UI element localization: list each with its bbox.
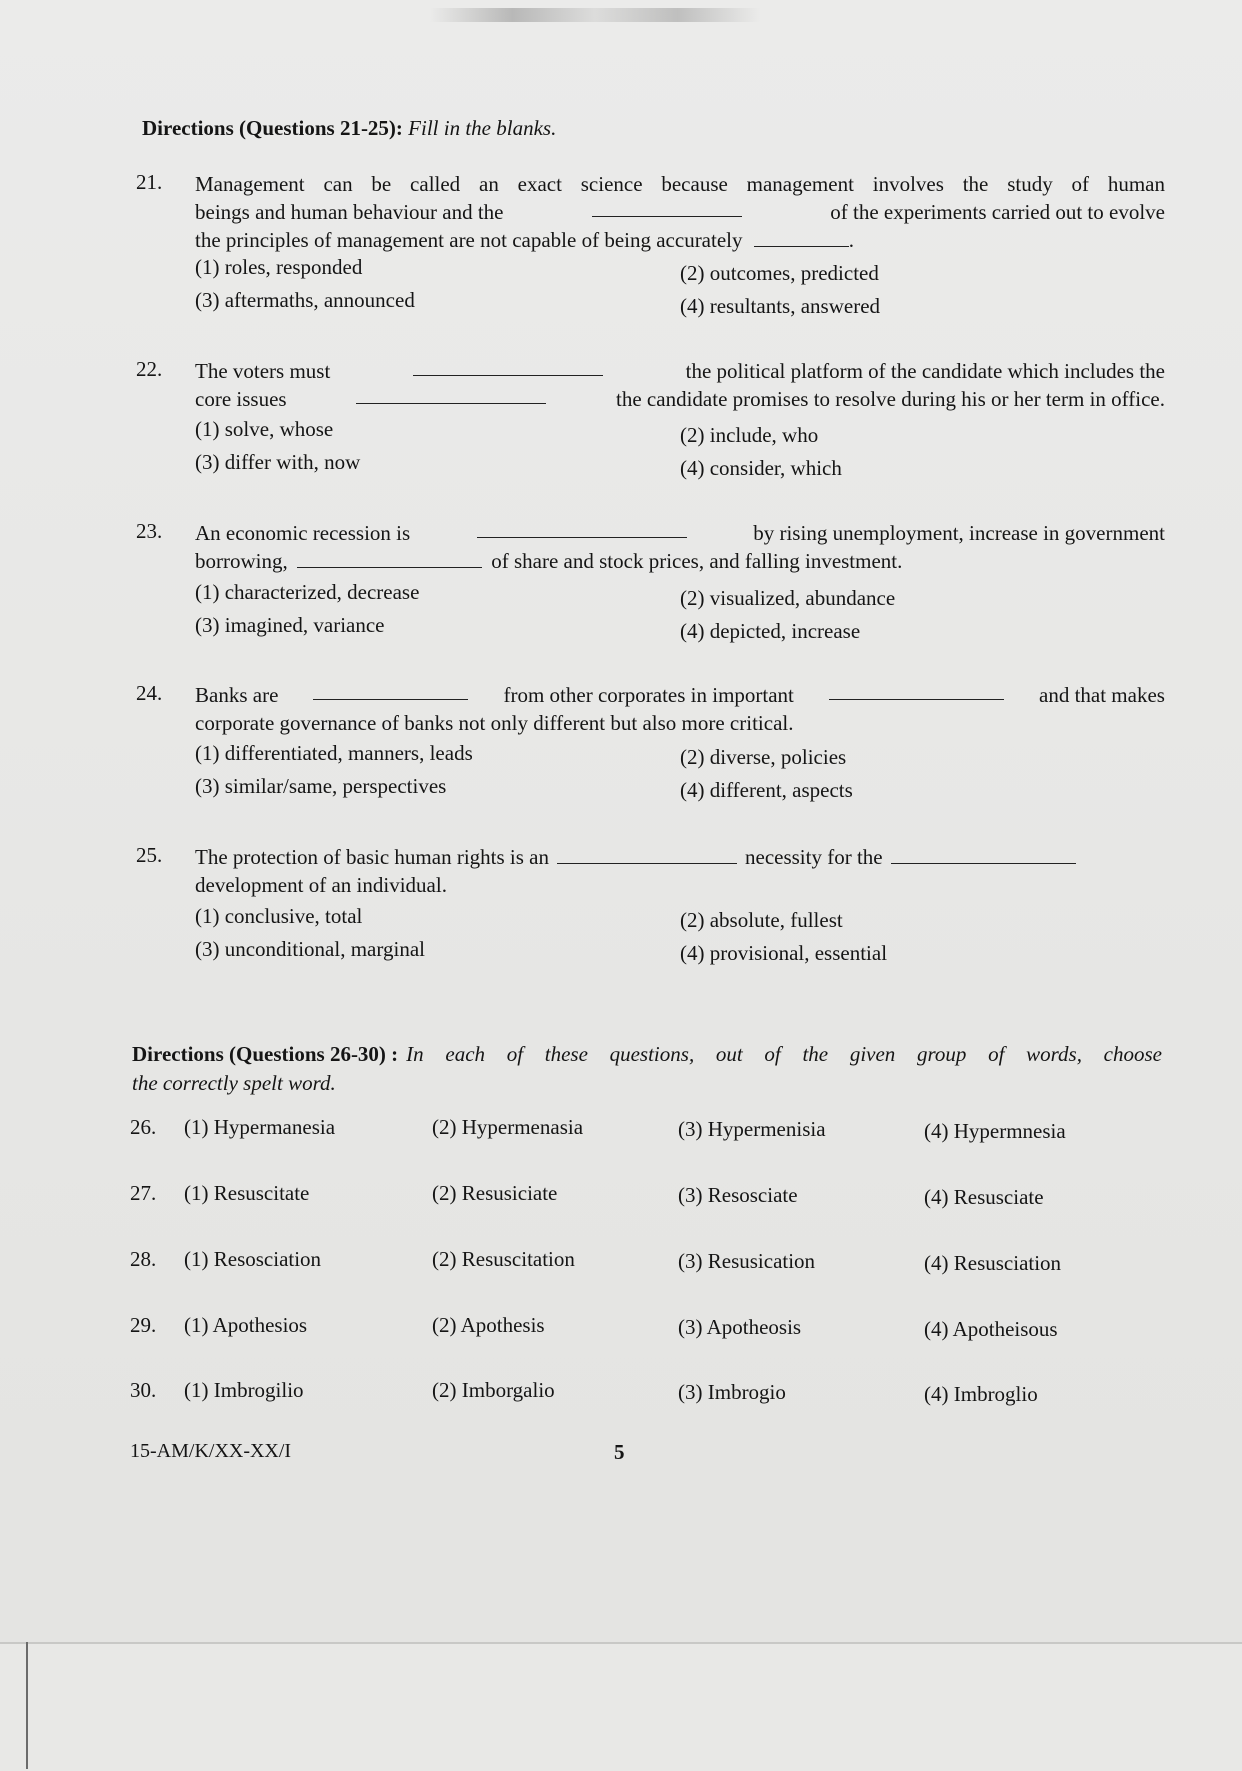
option: (3) Resosciate bbox=[678, 1183, 798, 1207]
question-number: 29. bbox=[130, 1313, 157, 1337]
option: (1) solve, whose bbox=[195, 417, 334, 441]
question-stem: Management can be called an exact science because management involves the study of human beings and human behaviour and the of the experiments carried out to evolve the principles of management are not capable of being accurately . bbox=[195, 172, 1165, 252]
directions-21-25 bbox=[142, 114, 556, 143]
question-23 bbox=[130, 519, 1165, 579]
answer-blank bbox=[356, 385, 546, 404]
stem-text: and that makes bbox=[1039, 683, 1165, 707]
option: (1) Apothesios bbox=[184, 1313, 308, 1337]
directions-instruction: Fill in the blanks. bbox=[408, 116, 557, 140]
option: (1) conclusive, total bbox=[195, 904, 363, 928]
option: (1) Imbrogilio bbox=[184, 1378, 304, 1402]
stem-text: The protection of basic human rights is an bbox=[195, 845, 549, 869]
option: (4) consider, which bbox=[680, 456, 842, 480]
option: (1) Hypermanesia bbox=[184, 1115, 336, 1139]
answer-blank bbox=[297, 549, 482, 568]
stem-text: the political platform of the candidate which includes the bbox=[685, 359, 1165, 383]
page-number: 5 bbox=[614, 1440, 625, 1464]
question-number: 25. bbox=[136, 843, 163, 867]
option: (2) Resusiciate bbox=[432, 1181, 558, 1205]
option: (3) similar/same, perspectives bbox=[195, 774, 447, 798]
option: (1) Resuscitate bbox=[184, 1181, 310, 1205]
question-number: 22. bbox=[136, 357, 163, 381]
scan-bottom-area bbox=[0, 1642, 1242, 1771]
question-number: 30. bbox=[130, 1378, 157, 1402]
scan-artifact-top bbox=[430, 8, 760, 22]
stem-text: An economic recession is bbox=[195, 521, 411, 545]
option: (1) Resosciation bbox=[184, 1247, 322, 1271]
question-stem bbox=[195, 843, 1165, 899]
option: (2) diverse, policies bbox=[680, 745, 847, 769]
option: (1) differentiated, manners, leads bbox=[195, 741, 473, 765]
stem-text: Banks are bbox=[195, 683, 279, 707]
option: (2) Resuscitation bbox=[432, 1247, 575, 1271]
paper-code: 15-AM/K/XX-XX/I bbox=[130, 1440, 292, 1462]
option: (3) imagined, variance bbox=[195, 613, 385, 637]
option: (2) include, who bbox=[680, 423, 819, 447]
stem-text: from other corporates in important bbox=[503, 683, 794, 707]
question-number: 27. bbox=[130, 1181, 157, 1205]
option: (4) Resusciation bbox=[924, 1251, 1062, 1275]
answer-blank bbox=[891, 845, 1076, 864]
stem-text: the principles of management are not capable of being accurately bbox=[195, 228, 743, 252]
option: (2) outcomes, predicted bbox=[680, 261, 879, 285]
option: (2) visualized, abundance bbox=[680, 586, 896, 610]
answer-blank bbox=[829, 681, 1004, 700]
stem-line: corporate governance of banks not only different but also more critical. bbox=[195, 711, 794, 735]
option: (3) Imbrogio bbox=[678, 1380, 786, 1404]
scan-edge-line bbox=[26, 1642, 28, 1769]
stem-line: development of an individual. bbox=[195, 873, 447, 897]
answer-blank bbox=[477, 519, 687, 538]
option: (3) aftermaths, announced bbox=[195, 288, 415, 312]
answer-blank bbox=[592, 198, 742, 217]
question-22 bbox=[130, 357, 1165, 417]
question-24 bbox=[130, 681, 1165, 741]
directions-26-30 bbox=[132, 1040, 1162, 1098]
stem-text: necessity for the bbox=[745, 845, 883, 869]
stem-text: The voters must bbox=[195, 359, 331, 383]
option: (3) differ with, now bbox=[195, 450, 361, 474]
option: (4) different, aspects bbox=[680, 778, 853, 802]
question-25 bbox=[130, 843, 1165, 903]
question-stem bbox=[195, 357, 1165, 413]
option: (2) absolute, fullest bbox=[680, 908, 843, 932]
option: (2) Hypermenasia bbox=[432, 1115, 584, 1139]
answer-blank bbox=[413, 357, 603, 376]
question-number: 21. bbox=[136, 170, 163, 194]
stem-text: by rising unemployment, increase in government bbox=[753, 521, 1165, 545]
stem-line: Management can be called an exact science because management involves the study of human bbox=[195, 172, 1165, 196]
question-stem bbox=[195, 519, 1165, 575]
option: (3) Hypermenisia bbox=[678, 1117, 826, 1141]
stem-text: borrowing, bbox=[195, 549, 288, 573]
question-number: 24. bbox=[136, 681, 163, 705]
option: (4) Apotheisous bbox=[924, 1317, 1058, 1341]
stem-text: of the experiments carried out to evolve bbox=[830, 200, 1165, 224]
question-number: 26. bbox=[130, 1115, 157, 1139]
option: (3) Resusication bbox=[678, 1249, 816, 1273]
question-stem bbox=[195, 681, 1165, 737]
option: (4) depicted, increase bbox=[680, 619, 861, 643]
question-number: 28. bbox=[130, 1247, 157, 1271]
option: (4) Imbroglio bbox=[924, 1382, 1038, 1406]
option: (1) characterized, decrease bbox=[195, 580, 420, 604]
directions-heading: Directions (Questions 26-30) : bbox=[132, 1042, 399, 1066]
question-number: 23. bbox=[136, 519, 163, 543]
stem-text: beings and human behaviour and the bbox=[195, 200, 504, 224]
option: (4) resultants, answered bbox=[680, 294, 881, 318]
option: (4) Resusciate bbox=[924, 1185, 1044, 1209]
answer-blank bbox=[754, 228, 849, 247]
answer-blank bbox=[313, 681, 468, 700]
answer-blank bbox=[557, 845, 737, 864]
stem-text: of share and stock prices, and falling investment. bbox=[491, 549, 903, 573]
option: (3) unconditional, marginal bbox=[195, 937, 425, 961]
option: (2) Imborgalio bbox=[432, 1378, 555, 1402]
option: (3) Apotheosis bbox=[678, 1315, 802, 1339]
directions-instruction: the correctly spelt word. bbox=[132, 1071, 336, 1095]
option: (4) Hypermnesia bbox=[924, 1119, 1066, 1143]
stem-text: core issues bbox=[195, 387, 287, 411]
option: (2) Apothesis bbox=[432, 1313, 545, 1337]
directions-heading: Directions (Questions 21-25): bbox=[142, 116, 403, 140]
option: (4) provisional, essential bbox=[680, 941, 888, 965]
option: (1) roles, responded bbox=[195, 255, 363, 279]
directions-instruction: In each of these questions, out of the given group of words, choose bbox=[406, 1042, 1162, 1066]
stem-text: the candidate promises to resolve during his or her term in office. bbox=[616, 387, 1165, 411]
